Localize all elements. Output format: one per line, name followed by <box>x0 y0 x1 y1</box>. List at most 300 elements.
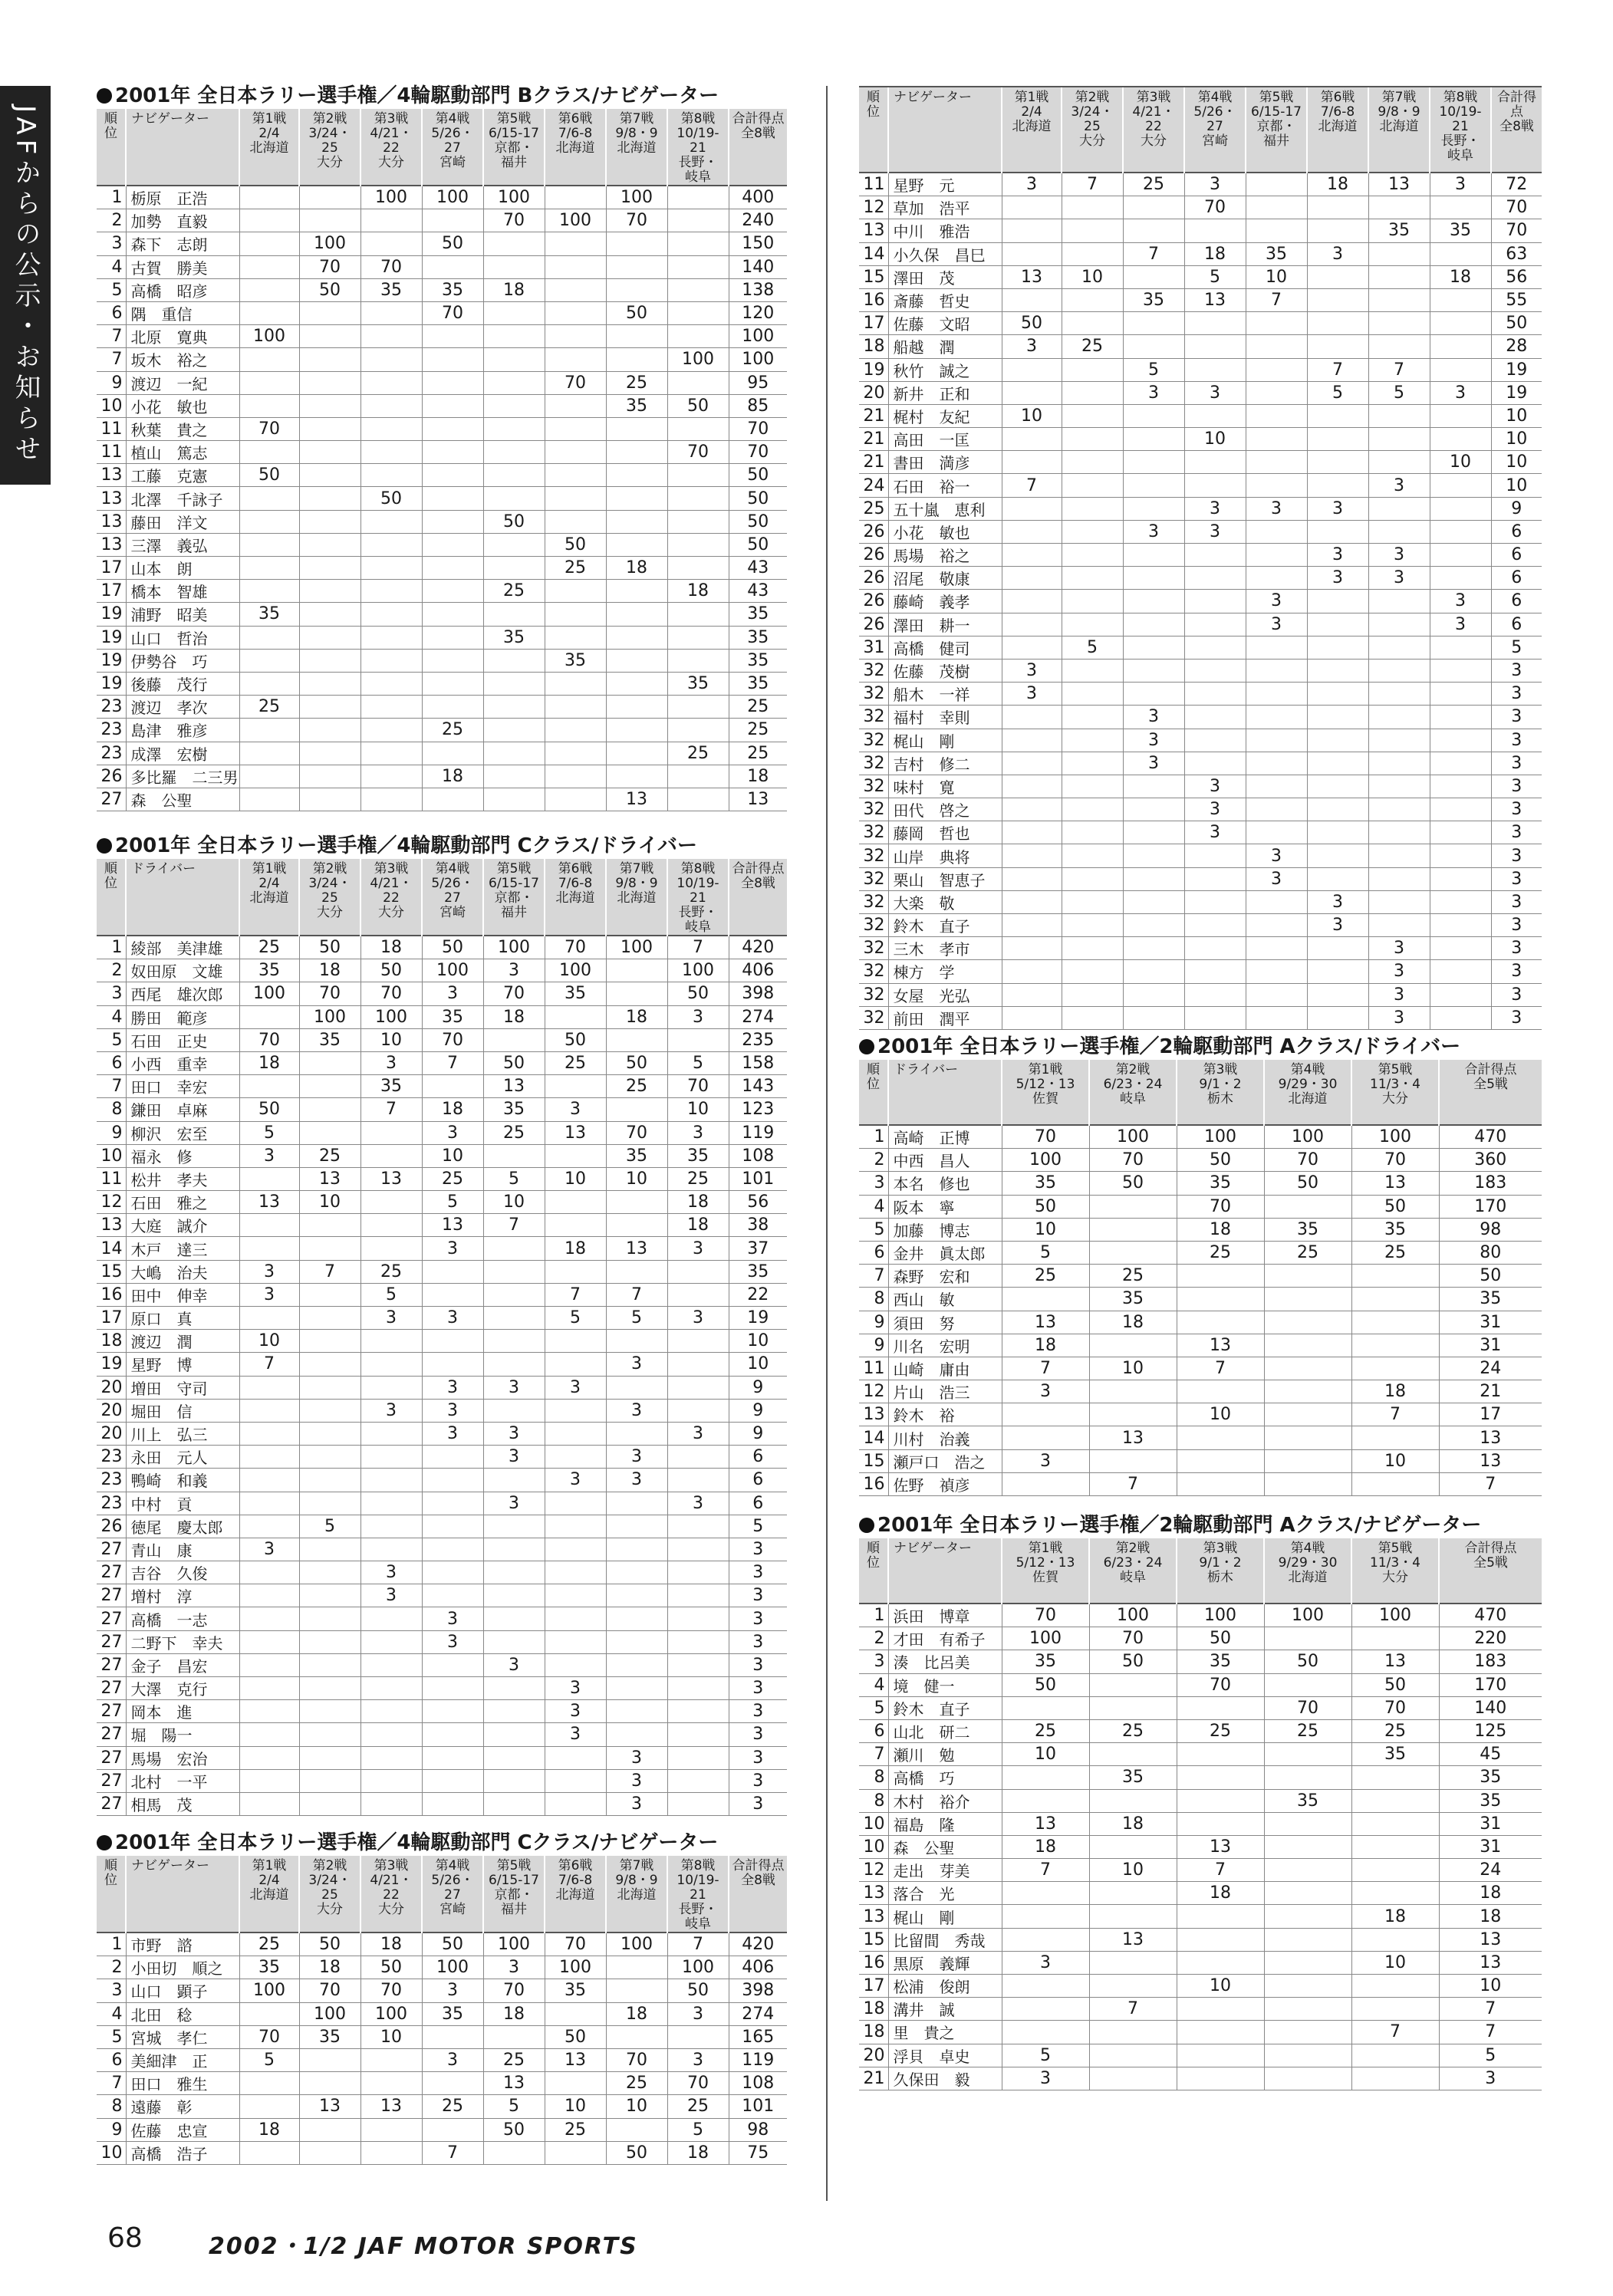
points-cell <box>1184 335 1246 358</box>
points-cell <box>1430 567 1491 590</box>
points-cell <box>1430 775 1491 798</box>
table-row <box>859 1975 1542 1998</box>
points-cell: 13 <box>360 2095 422 2118</box>
name-cell: 小花 敏也 <box>888 520 1002 543</box>
points-cell: 18 <box>1177 1882 1264 1905</box>
name-cell: 田口 雅生 <box>126 2072 239 2095</box>
points-cell <box>1123 428 1184 451</box>
rank-cell: 16 <box>97 1283 126 1306</box>
table-row <box>859 1380 1542 1403</box>
points-cell: 25 <box>360 1260 422 1283</box>
points-cell: 100 <box>299 2002 360 2025</box>
total-cell: 19 <box>729 1307 787 1330</box>
rank-cell: 16 <box>859 1472 888 1495</box>
points-cell <box>1307 752 1368 775</box>
points-cell: 50 <box>1351 1195 1439 1218</box>
name-header: ドライバー <box>888 1060 1002 1125</box>
points-cell <box>360 348 422 371</box>
points-cell <box>483 1584 545 1607</box>
table-row <box>859 520 1542 543</box>
round-header: 第3戦 4/21・22 大分 <box>360 1856 422 1933</box>
points-cell: 3 <box>360 1399 422 1422</box>
points-cell: 100 <box>1089 1604 1177 1627</box>
rank-cell: 8 <box>859 1766 888 1789</box>
table-row <box>859 1951 1542 1974</box>
name-cell: 高田 一匡 <box>888 428 1002 451</box>
name-cell: 石田 正史 <box>126 1028 239 1051</box>
table-row <box>97 1933 787 1956</box>
points-cell <box>545 788 606 811</box>
points-cell: 5 <box>545 1307 606 1330</box>
points-cell: 100 <box>1351 1604 1439 1627</box>
total-cell: 6 <box>1491 590 1542 613</box>
points-cell: 5 <box>1062 636 1123 659</box>
points-cell <box>606 510 667 533</box>
table-row <box>97 1191 787 1214</box>
round-header: 第5戦 6/15-17 京都・ 福井 <box>483 109 545 186</box>
points-cell <box>606 325 667 348</box>
points-cell <box>299 1769 360 1792</box>
points-cell <box>606 1492 667 1515</box>
rank-cell: 9 <box>97 371 126 394</box>
points-cell: 25 <box>606 371 667 394</box>
points-cell <box>422 742 483 765</box>
points-cell <box>1123 960 1184 983</box>
points-cell <box>1062 590 1123 613</box>
name-cell: 隅 重信 <box>126 301 239 324</box>
total-cell: 31 <box>1439 1334 1542 1357</box>
rank-cell: 11 <box>97 441 126 464</box>
rank-cell: 23 <box>97 1469 126 1492</box>
points-cell <box>483 788 545 811</box>
points-cell <box>483 325 545 348</box>
points-cell: 25 <box>483 580 545 603</box>
total-cell: 3 <box>1491 890 1542 913</box>
points-cell <box>422 603 483 626</box>
table-row <box>97 982 787 1005</box>
name-cell: 浜田 博章 <box>888 1604 1002 1627</box>
points-cell: 3 <box>422 1607 483 1630</box>
table-row <box>97 580 787 603</box>
points-cell <box>299 788 360 811</box>
points-cell <box>422 1330 483 1353</box>
rank-cell: 23 <box>97 742 126 765</box>
points-cell: 3 <box>1307 497 1368 520</box>
points-cell: 35 <box>239 603 299 626</box>
points-cell: 70 <box>1089 1627 1177 1650</box>
rank-cell: 6 <box>97 2048 126 2071</box>
points-cell <box>1184 613 1246 636</box>
points-cell <box>1062 729 1123 752</box>
rank-cell: 27 <box>97 1630 126 1653</box>
points-cell <box>299 1237 360 1260</box>
points-cell <box>1264 1265 1351 1288</box>
points-cell <box>422 557 483 580</box>
points-cell <box>422 464 483 487</box>
rank-cell: 21 <box>859 428 888 451</box>
total-cell: 274 <box>729 1005 787 1028</box>
points-cell: 3 <box>1246 613 1307 636</box>
table-row <box>97 1028 787 1051</box>
round-header: 第2戦 6/23・24 岐阜 <box>1089 1538 1177 1604</box>
points-cell <box>606 1584 667 1607</box>
points-cell: 25 <box>667 1167 729 1190</box>
points-cell <box>1062 219 1123 242</box>
points-cell <box>1062 520 1123 543</box>
points-cell: 10 <box>1062 265 1123 288</box>
points-cell: 7 <box>1002 1357 1089 1380</box>
rank-cell: 27 <box>97 1723 126 1746</box>
points-cell <box>360 2048 422 2071</box>
points-cell: 70 <box>667 2072 729 2095</box>
points-cell <box>360 209 422 232</box>
points-cell: 10 <box>1246 265 1307 288</box>
points-cell <box>1351 1812 1439 1835</box>
points-cell <box>483 1353 545 1376</box>
points-cell <box>1123 497 1184 520</box>
points-cell: 70 <box>1002 1125 1089 1149</box>
points-cell <box>1351 2044 1439 2067</box>
points-cell <box>1062 683 1123 706</box>
points-cell <box>239 626 299 649</box>
total-cell: 3 <box>729 1769 787 1792</box>
points-cell <box>360 1469 422 1492</box>
points-cell <box>239 394 299 417</box>
rank-cell: 5 <box>859 1218 888 1241</box>
column-divider <box>826 86 828 2201</box>
table-row <box>859 636 1542 659</box>
points-cell: 10 <box>545 1167 606 1190</box>
table-row <box>859 173 1542 196</box>
points-cell <box>360 1538 422 1561</box>
points-cell <box>1246 173 1307 196</box>
rank-cell: 18 <box>859 2021 888 2044</box>
points-cell <box>1177 1265 1264 1288</box>
total-cell: 3 <box>729 1723 787 1746</box>
name-cell: 工藤 克憲 <box>126 464 239 487</box>
points-cell: 3 <box>1184 497 1246 520</box>
points-cell <box>299 1075 360 1098</box>
points-cell <box>299 2048 360 2071</box>
points-cell <box>1062 358 1123 381</box>
points-cell <box>606 1538 667 1561</box>
points-cell: 50 <box>299 1933 360 1956</box>
points-cell: 70 <box>1002 1604 1089 1627</box>
points-cell <box>422 696 483 719</box>
name-cell: 松浦 俊朗 <box>888 1975 1002 1998</box>
points-cell <box>1062 1006 1123 1029</box>
points-cell: 13 <box>299 1167 360 1190</box>
points-cell <box>1002 1426 1089 1449</box>
total-cell: 6 <box>1491 613 1542 636</box>
points-cell <box>422 1700 483 1723</box>
points-cell: 35 <box>422 278 483 301</box>
name-cell: 藤田 洋文 <box>126 510 239 533</box>
name-cell: 高橋 一志 <box>126 1607 239 1630</box>
points-cell: 100 <box>1264 1125 1351 1149</box>
points-cell <box>299 1792 360 1815</box>
points-cell: 3 <box>483 1376 545 1399</box>
rank-cell: 3 <box>97 232 126 255</box>
points-cell <box>1307 729 1368 752</box>
points-cell <box>1002 752 1062 775</box>
points-cell <box>360 603 422 626</box>
name-cell: 渡辺 潤 <box>126 1330 239 1353</box>
round-header: 第2戦 3/24・25 大分 <box>299 859 360 936</box>
points-cell: 18 <box>422 1098 483 1121</box>
points-cell <box>239 1167 299 1190</box>
points-cell: 25 <box>1264 1241 1351 1264</box>
points-cell <box>1184 683 1246 706</box>
round-header: 第3戦 4/21・22 大分 <box>360 859 422 936</box>
points-cell <box>606 1028 667 1051</box>
name-cell: 金井 眞太郎 <box>888 1241 1002 1264</box>
points-cell <box>1177 1998 1264 2021</box>
name-cell: 瀬戸口 浩之 <box>888 1449 1002 1472</box>
points-cell <box>545 278 606 301</box>
points-cell: 35 <box>1430 219 1491 242</box>
points-cell: 3 <box>239 1144 299 1167</box>
points-cell <box>360 1723 422 1746</box>
rank-cell: 31 <box>859 636 888 659</box>
table-row <box>859 1288 1542 1311</box>
points-cell: 70 <box>1089 1149 1177 1172</box>
name-cell: 佐藤 茂樹 <box>888 659 1002 682</box>
header-row <box>859 1060 1542 1125</box>
total-cell: 3 <box>1491 844 1542 867</box>
points-cell <box>299 1607 360 1630</box>
round-header: 第8戦 10/19-21 長野・ 岐阜 <box>667 859 729 936</box>
points-cell <box>667 533 729 556</box>
name-cell: 高崎 正博 <box>888 1125 1002 1149</box>
table-row <box>859 1125 1542 1149</box>
table-row <box>97 1098 787 1121</box>
points-cell <box>1351 2067 1439 2090</box>
table-row <box>97 1307 787 1330</box>
table-row <box>859 590 1542 613</box>
points-cell: 100 <box>606 1933 667 1956</box>
rank-cell: 32 <box>859 659 888 682</box>
points-cell <box>239 1561 299 1584</box>
points-cell: 7 <box>1246 288 1307 311</box>
points-cell <box>545 1399 606 1422</box>
table-row <box>859 1149 1542 1172</box>
table-row <box>97 487 787 510</box>
rank-cell: 13 <box>97 533 126 556</box>
table-row <box>859 312 1542 335</box>
points-cell <box>667 464 729 487</box>
points-cell <box>483 1677 545 1700</box>
points-cell <box>239 765 299 788</box>
points-cell: 3 <box>606 1399 667 1422</box>
points-cell <box>239 255 299 278</box>
rank-cell: 27 <box>97 1561 126 1584</box>
points-cell: 25 <box>1089 1719 1177 1742</box>
points-cell: 35 <box>1123 288 1184 311</box>
points-cell <box>1184 404 1246 427</box>
points-cell <box>299 672 360 695</box>
points-cell <box>239 1723 299 1746</box>
round-header: 第7戦 9/8・9 北海道 <box>606 109 667 186</box>
points-cell <box>1089 2044 1177 2067</box>
points-cell <box>1351 1472 1439 1495</box>
points-cell <box>422 580 483 603</box>
points-cell: 35 <box>1002 1172 1089 1195</box>
points-cell: 13 <box>483 2072 545 2095</box>
total-cell: 13 <box>1439 1951 1542 1974</box>
points-cell: 100 <box>1351 1125 1439 1149</box>
rank-cell: 2 <box>97 209 126 232</box>
total-cell: 3 <box>1491 706 1542 729</box>
points-cell: 13 <box>1002 1812 1089 1835</box>
rank-cell: 7 <box>97 325 126 348</box>
points-cell <box>545 580 606 603</box>
table-title: 2001年 全日本ラリー選手権／4輪駆動部門 Cクラス/ドライバー <box>97 833 787 859</box>
points-cell <box>606 696 667 719</box>
total-cell: 140 <box>729 255 787 278</box>
table-row <box>97 301 787 324</box>
points-cell <box>299 1653 360 1676</box>
points-cell <box>667 719 729 742</box>
points-cell <box>1264 1812 1351 1835</box>
name-cell: 相馬 茂 <box>126 1792 239 1815</box>
total-cell: 18 <box>1439 1882 1542 1905</box>
points-cell <box>1264 1311 1351 1334</box>
points-cell: 100 <box>667 1956 729 1979</box>
points-cell: 5 <box>1002 2044 1089 2067</box>
points-cell <box>299 696 360 719</box>
points-cell <box>1430 844 1491 867</box>
points-cell: 100 <box>1177 1125 1264 1149</box>
table-4wd-c-navigator <box>97 1830 787 2165</box>
points-cell: 7 <box>1351 2021 1439 2044</box>
points-cell <box>422 255 483 278</box>
name-cell: 阪本 寧 <box>888 1195 1002 1218</box>
points-cell: 13 <box>545 2048 606 2071</box>
points-cell: 13 <box>1351 1650 1439 1673</box>
rank-cell: 18 <box>97 1330 126 1353</box>
points-cell: 18 <box>1351 1905 1439 1928</box>
name-cell: 三澤 義弘 <box>126 533 239 556</box>
points-cell <box>422 209 483 232</box>
points-cell <box>667 1561 729 1584</box>
round-header: 第3戦 9/1・2 栃木 <box>1177 1538 1264 1604</box>
rank-cell: 17 <box>859 312 888 335</box>
total-cell: 3 <box>1491 775 1542 798</box>
name-cell: 前田 潤平 <box>888 1006 1002 1029</box>
points-cell: 100 <box>360 2002 422 2025</box>
points-cell <box>545 1746 606 1769</box>
points-cell: 3 <box>606 1446 667 1469</box>
points-cell <box>1307 706 1368 729</box>
total-cell: 3 <box>1491 683 1542 706</box>
points-cell <box>239 1376 299 1399</box>
points-cell: 50 <box>1002 1195 1089 1218</box>
table-row <box>859 1265 1542 1288</box>
name-cell: 馬場 宏治 <box>126 1746 239 1769</box>
rank-cell: 10 <box>97 394 126 417</box>
points-cell <box>483 255 545 278</box>
points-cell <box>1177 1288 1264 1311</box>
points-cell <box>667 1630 729 1653</box>
points-cell: 18 <box>1307 173 1368 196</box>
name-cell: 本名 修也 <box>888 1172 1002 1195</box>
points-cell: 25 <box>1351 1241 1439 1264</box>
points-cell <box>360 742 422 765</box>
total-cell: 50 <box>1491 312 1542 335</box>
section-side-tab: JAFからの公示・お知らせ <box>0 86 51 485</box>
points-cell <box>422 2118 483 2141</box>
table-row <box>859 428 1542 451</box>
points-cell: 3 <box>239 1283 299 1306</box>
points-cell: 3 <box>667 2002 729 2025</box>
points-cell: 5 <box>667 1051 729 1074</box>
table-row <box>859 474 1542 497</box>
table-row <box>97 719 787 742</box>
points-cell <box>1184 451 1246 474</box>
points-cell <box>239 1769 299 1792</box>
points-cell <box>239 1607 299 1630</box>
points-cell <box>360 788 422 811</box>
points-cell <box>1062 544 1123 567</box>
points-cell <box>483 649 545 672</box>
points-cell: 70 <box>299 982 360 1005</box>
points-cell <box>1089 1673 1177 1696</box>
table-row <box>97 1260 787 1283</box>
table-row <box>97 936 787 959</box>
round-header: 第4戦 5/26・27 宮崎 <box>1184 87 1246 173</box>
points-cell <box>1307 844 1368 867</box>
table-row <box>859 1241 1542 1264</box>
rank-cell: 13 <box>859 1882 888 1905</box>
points-cell: 3 <box>545 1098 606 1121</box>
points-cell: 100 <box>360 1005 422 1028</box>
name-cell: 草加 浩平 <box>888 196 1002 219</box>
rank-cell: 27 <box>97 1746 126 1769</box>
points-cell <box>1062 404 1123 427</box>
table-row <box>859 775 1542 798</box>
name-cell: 高橋 昭彦 <box>126 278 239 301</box>
name-cell: 佐野 禎彦 <box>888 1472 1002 1495</box>
points-cell <box>667 1792 729 1815</box>
table-row <box>97 2141 787 2164</box>
table-row <box>859 358 1542 381</box>
points-cell <box>239 580 299 603</box>
points-cell <box>239 1653 299 1676</box>
table-row <box>859 752 1542 775</box>
name-cell: 原口 真 <box>126 1307 239 1330</box>
points-cell: 70 <box>483 982 545 1005</box>
points-cell <box>1184 844 1246 867</box>
name-cell: 堀 陽一 <box>126 1723 239 1746</box>
points-cell <box>545 394 606 417</box>
points-cell: 3 <box>1368 544 1430 567</box>
table-title: 2001年 全日本ラリー選手権／2輪駆動部門 Aクラス/ナビゲーター <box>859 1512 1542 1538</box>
points-cell: 13 <box>1368 173 1430 196</box>
points-cell: 100 <box>606 186 667 209</box>
points-cell <box>1368 775 1430 798</box>
points-cell: 5 <box>299 1515 360 1538</box>
points-cell: 25 <box>483 1121 545 1144</box>
points-cell <box>1177 1743 1264 1766</box>
points-cell <box>1123 844 1184 867</box>
points-cell: 7 <box>1368 358 1430 381</box>
points-cell <box>299 417 360 440</box>
points-cell <box>667 1653 729 1676</box>
table-row <box>97 672 787 695</box>
points-cell: 13 <box>422 1214 483 1237</box>
table-row <box>97 603 787 626</box>
